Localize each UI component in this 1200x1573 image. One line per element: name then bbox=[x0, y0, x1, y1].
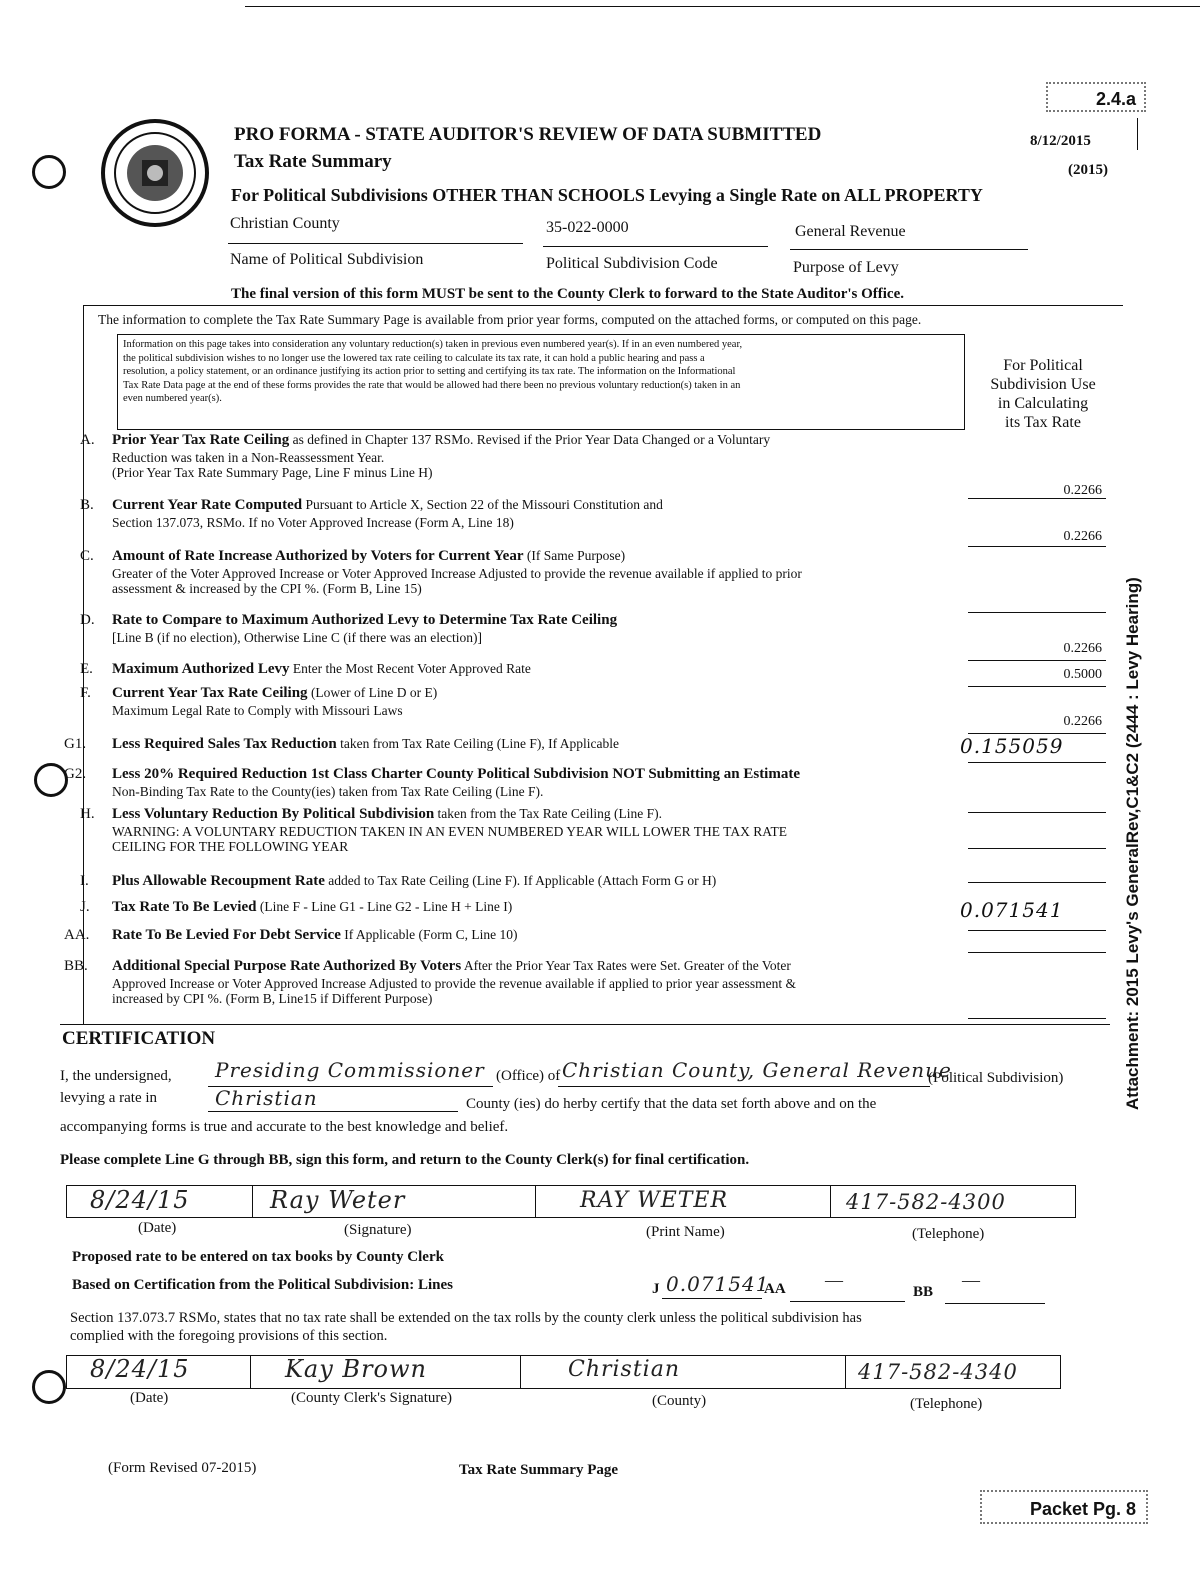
sig1-divider bbox=[830, 1185, 831, 1218]
row-value-underline bbox=[968, 1018, 1106, 1019]
form-year: (2015) bbox=[1068, 162, 1108, 178]
header-rule bbox=[83, 305, 1123, 306]
row-value-underline bbox=[968, 952, 1106, 953]
info-box-line: Information on this page takes into consideration any voluntary reduction(s) taken in previous even numbered year(s). If in an even numbered year, bbox=[123, 339, 743, 350]
row-code: J. bbox=[80, 899, 90, 915]
info-box bbox=[117, 334, 965, 430]
row-value: 0.5000 bbox=[1063, 667, 1102, 682]
line-bb-value: — bbox=[962, 1270, 980, 1290]
binder-ring-bottom bbox=[32, 1370, 66, 1404]
row-value-underline bbox=[968, 812, 1106, 813]
line-aa-underline bbox=[790, 1301, 905, 1302]
row-text: After the Prior Year Tax Rates were Set. Greater of the Voter bbox=[461, 958, 791, 973]
sig1-date-label: (Date) bbox=[138, 1220, 177, 1236]
row-detail-line: Approved Increase or Voter Approved Increase Adjusted to provide the revenue available if applied to prior year assessment & bbox=[112, 976, 797, 991]
row-title: Less 20% Required Reduction 1st Class Charter County Political Subdivision NOT Submitting an Estimate bbox=[112, 766, 801, 782]
row-title: Prior Year Tax Rate Ceiling bbox=[112, 432, 290, 448]
row-detail-line: WARNING: A VOLUNTARY REDUCTION TAKEN IN AN EVEN NUMBERED YEAR WILL LOWER THE TAX RATE bbox=[112, 824, 787, 839]
side-attachment-text: Attachment: 2015 Levy's GeneralRev,C1&C2 (2444 : Levy Hearing) bbox=[1123, 577, 1142, 1110]
subdivision-code-value: 35-022-0000 bbox=[546, 219, 629, 236]
info-line: The information to complete the Tax Rate Summary Page is available from prior year forms, computed on the attached forms, or computed on this page. bbox=[98, 312, 922, 327]
row-value-underline bbox=[968, 848, 1106, 849]
row-detail-line: Maximum Legal Rate to Comply with Missouri Laws bbox=[112, 703, 403, 718]
sig2-divider bbox=[520, 1355, 521, 1389]
sig1-date: 8/24/15 bbox=[90, 1186, 190, 1214]
cert-county-underline bbox=[208, 1111, 458, 1112]
row-text: taken from the Tax Rate Ceiling (Line F). bbox=[434, 806, 663, 821]
row-value-underline bbox=[968, 660, 1106, 661]
row-text: (Lower of Line D or E) bbox=[307, 685, 438, 700]
side-attachment bbox=[1123, 520, 1153, 1110]
info-box-line: resolution, a policy statement, or an ordinance justifying its action prior to setting and certifying its tax rate. The information on the Informational bbox=[123, 366, 736, 378]
sig2-divider bbox=[845, 1355, 846, 1389]
row-code: C. bbox=[80, 548, 94, 564]
cert-subdivision-underline bbox=[558, 1086, 930, 1087]
row-detail-line: (Prior Year Tax Rate Summary Page, Line F minus Line H) bbox=[112, 465, 433, 480]
row-title-line bbox=[112, 497, 663, 514]
row-detail-line: CEILING FOR THE FOLLOWING YEAR bbox=[112, 839, 349, 854]
row-title: Less Required Sales Tax Reduction bbox=[112, 736, 337, 752]
row-value-underline bbox=[968, 930, 1106, 931]
purpose-value: General Revenue bbox=[795, 223, 906, 240]
stamp-packet-page-text: Packet Pg. 8 bbox=[1029, 1499, 1136, 1519]
form-subtitle: Tax Rate Summary bbox=[234, 151, 392, 172]
row-value: 0.2266 bbox=[1063, 483, 1102, 498]
row-text: as defined in Chapter 137 RSMo. Revised if the Prior Year Data Changed or a Voluntary bbox=[289, 432, 771, 447]
sig2-date: 8/24/15 bbox=[90, 1355, 190, 1383]
certification-heading: CERTIFICATION bbox=[62, 1028, 216, 1049]
line-bb-label: BB bbox=[913, 1284, 934, 1300]
subdivision-name-label: Name of Political Subdivision bbox=[230, 251, 424, 268]
stamp-2-4-a bbox=[1046, 82, 1146, 112]
row-value-underline bbox=[968, 762, 1106, 763]
row-title: Amount of Rate Increase Authorized by Voters for Current Year bbox=[112, 548, 524, 564]
sig2-telephone: 417-582-4340 bbox=[858, 1360, 1018, 1384]
subdivision-code-label: Political Subdivision Code bbox=[546, 255, 718, 272]
cert-please-complete: Please complete Line G through BB, sign this form, and return to the County Clerk(s) for final certification. bbox=[60, 1152, 750, 1168]
sig1-print-name-label: (Print Name) bbox=[646, 1224, 725, 1240]
cert-undersigned: I, the undersigned, bbox=[60, 1068, 172, 1084]
top-border bbox=[245, 6, 1200, 7]
cert-office-of: (Office) of bbox=[496, 1068, 561, 1084]
row-value-underline bbox=[968, 882, 1106, 883]
row-text: taken from Tax Rate Ceiling (Line F), If Applicable bbox=[336, 736, 619, 751]
footer-form-revised: (Form Revised 07-2015) bbox=[108, 1460, 257, 1476]
row-title: Plus Allowable Recoupment Rate bbox=[112, 873, 325, 889]
sig1-signature: Ray Weter bbox=[270, 1186, 406, 1214]
row-title-line bbox=[112, 927, 517, 944]
row-title-line bbox=[112, 766, 800, 783]
row-code: AA. bbox=[64, 927, 90, 943]
row-detail-line: increased by CPI %. (Form B, Line15 if Different Purpose) bbox=[112, 991, 433, 1006]
proposed-rate: Proposed rate to be entered on tax books by County Clerk bbox=[72, 1249, 444, 1265]
right-frame-line bbox=[1137, 118, 1138, 150]
form-title: PRO FORMA - STATE AUDITOR'S REVIEW OF DATA SUBMITTED bbox=[234, 124, 822, 145]
row-value: 0.2266 bbox=[1063, 714, 1102, 729]
final-notice: The final version of this form MUST be sent to the County Clerk to forward to the State Auditor's Office. bbox=[231, 286, 905, 302]
row-title: Tax Rate To Be Levied bbox=[112, 899, 257, 915]
purpose-label: Purpose of Levy bbox=[793, 259, 899, 276]
cert-levying: levying a rate in bbox=[60, 1090, 158, 1106]
statute-text-2: complied with the foregoing provisions of this section. bbox=[70, 1328, 388, 1344]
column-header-line: Subdivision Use bbox=[990, 376, 1096, 393]
info-box-line: the political subdivision wishes to no longer use the lowered tax rate ceiling to calculate its tax rate, it can hold a public hearing and pass a bbox=[123, 352, 705, 364]
row-title-line bbox=[112, 548, 625, 565]
sig1-telephone-label: (Telephone) bbox=[912, 1226, 985, 1242]
row-text: Enter the Most Recent Voter Approved Rate bbox=[289, 661, 531, 676]
sig2-telephone-label: (Telephone) bbox=[910, 1396, 983, 1412]
sig2-county-label: (County) bbox=[652, 1393, 707, 1409]
row-code: G2. bbox=[64, 766, 87, 782]
line-j-label: J bbox=[652, 1281, 660, 1297]
column-header-line: For Political bbox=[1003, 357, 1083, 374]
row-title-line bbox=[112, 432, 770, 449]
based-on-certification: Based on Certification from the Political Subdivision: Lines bbox=[72, 1277, 453, 1293]
column-header bbox=[978, 356, 1108, 432]
certification-rule bbox=[60, 1024, 1110, 1025]
row-value-underline bbox=[968, 546, 1106, 547]
row-value-underline bbox=[968, 612, 1106, 613]
row-code: I. bbox=[80, 873, 89, 889]
sig1-telephone: 417-582-4300 bbox=[846, 1190, 1006, 1214]
row-detail-line: assessment & increased by the CPI %. (Form B, Line 15) bbox=[112, 581, 422, 596]
sig2-divider bbox=[250, 1355, 251, 1389]
row-value: 0.155059 bbox=[960, 734, 1064, 758]
row-title-line bbox=[112, 661, 531, 678]
row-text: Pursuant to Article X, Section 22 of the Missouri Constitution and bbox=[302, 497, 663, 512]
row-code: A. bbox=[80, 432, 95, 448]
row-text: (If Same Purpose) bbox=[523, 548, 626, 563]
cert-political-subdivision: (Political Subdivision) bbox=[928, 1070, 1064, 1086]
info-box-line: Tax Rate Data page at the end of these forms provides the rate that would be allowed had there been no previous voluntary reduction(s) taken in an bbox=[123, 379, 741, 391]
binder-ring-top bbox=[32, 155, 66, 189]
cert-accompanying: accompanying forms is true and accurate to the best knowledge and belief. bbox=[60, 1119, 509, 1135]
line-j-underline bbox=[662, 1298, 762, 1299]
row-text: added to Tax Rate Ceiling (Line F). If Applicable (Attach Form G or H) bbox=[324, 873, 717, 888]
row-value: 0.2266 bbox=[1063, 641, 1102, 656]
form-date: 8/12/2015 bbox=[1030, 133, 1091, 149]
row-title: Less Voluntary Reduction By Political Subdivision bbox=[112, 806, 435, 822]
row-title: Rate to Compare to Maximum Authorized Levy to Determine Tax Rate Ceiling bbox=[112, 612, 618, 628]
binder-ring-middle bbox=[34, 763, 68, 797]
row-title-line bbox=[112, 899, 512, 916]
line-aa-label: AA bbox=[764, 1281, 786, 1297]
row-title-line bbox=[112, 685, 437, 702]
row-code: H. bbox=[80, 806, 95, 822]
code-underline bbox=[543, 246, 768, 247]
statute-text: Section 137.073.7 RSMo, states that no tax rate shall be extended on the tax rolls by the county clerk unless the political subdivision has bbox=[70, 1310, 862, 1326]
row-title: Current Year Tax Rate Ceiling bbox=[112, 685, 308, 701]
row-code: G1. bbox=[64, 736, 87, 752]
line-j-value: 0.071541 bbox=[666, 1272, 770, 1296]
row-code: B. bbox=[80, 497, 94, 513]
row-text: (Line F - Line G1 - Line G2 - Line H + Line I) bbox=[256, 899, 513, 914]
row-title-line bbox=[112, 806, 662, 823]
row-title: Current Year Rate Computed bbox=[112, 497, 303, 513]
form-scope: For Political Subdivisions OTHER THAN SCHOOLS Levying a Single Rate on ALL PROPERTY bbox=[231, 185, 983, 205]
row-title: Maximum Authorized Levy bbox=[112, 661, 290, 677]
sig2-county: Christian bbox=[568, 1357, 681, 1382]
subdivision-name-value: Christian County bbox=[230, 215, 340, 232]
row-detail-line: [Line B (if no election), Otherwise Line C (if there was an election)] bbox=[112, 630, 482, 645]
cert-subdivision-handwritten: Christian County, General Revenue bbox=[562, 1058, 952, 1082]
name-underline bbox=[228, 243, 523, 244]
row-value: 0.2266 bbox=[1063, 529, 1102, 544]
sig1-print-name: RAY WETER bbox=[580, 1188, 729, 1213]
cert-county-text: County (ies) do herby certify that the data set forth above and on the bbox=[466, 1096, 877, 1112]
cert-office-handwritten: Presiding Commissioner bbox=[215, 1058, 485, 1082]
row-title-line bbox=[112, 873, 716, 890]
row-title: Additional Special Purpose Rate Authorized By Voters bbox=[112, 958, 462, 974]
row-detail-line: Section 137.073, RSMo. If no Voter Approved Increase (Form A, Line 18) bbox=[112, 515, 514, 530]
row-text: If Applicable (Form C, Line 10) bbox=[340, 927, 518, 942]
row-value-underline bbox=[968, 686, 1106, 687]
info-box-line: even numbered year(s). bbox=[123, 393, 222, 405]
sig2-signature: Kay Brown bbox=[285, 1355, 427, 1383]
sig1-divider bbox=[252, 1185, 253, 1218]
row-value: 0.071541 bbox=[960, 898, 1064, 922]
column-header-line: its Tax Rate bbox=[1005, 414, 1081, 431]
purpose-underline bbox=[790, 249, 1028, 250]
footer-page-name: Tax Rate Summary Page bbox=[459, 1462, 619, 1478]
column-header-line: in Calculating bbox=[997, 395, 1089, 412]
row-detail-line: Greater of the Voter Approved Increase or Voter Approved Increase Adjusted to provide the revenue available if applied to prior bbox=[112, 566, 802, 581]
stamp-packet-page bbox=[980, 1490, 1148, 1524]
row-code: BB. bbox=[64, 958, 88, 974]
sig2-signature-label: (County Clerk's Signature) bbox=[291, 1390, 453, 1406]
row-detail-line: Non-Binding Tax Rate to the County(ies) taken from Tax Rate Ceiling (Line F). bbox=[112, 784, 544, 799]
line-bb-underline bbox=[945, 1303, 1045, 1304]
row-detail-line: Reduction was taken in a Non-Reassessment Year. bbox=[112, 450, 385, 465]
sig2-date-label: (Date) bbox=[130, 1390, 169, 1406]
row-code: D. bbox=[80, 612, 95, 628]
sig1-divider bbox=[535, 1185, 536, 1218]
row-title-line bbox=[112, 958, 791, 975]
row-code: F. bbox=[80, 685, 91, 701]
stamp-2-4-a-text: 2.4.a bbox=[1095, 89, 1136, 109]
row-title-line bbox=[112, 736, 619, 753]
row-title-line bbox=[112, 612, 617, 629]
seal-icon bbox=[100, 118, 210, 228]
seal bbox=[100, 118, 210, 228]
sig1-signature-label: (Signature) bbox=[344, 1222, 412, 1238]
line-aa-value: — bbox=[825, 1270, 843, 1290]
row-code: E. bbox=[80, 661, 93, 677]
cert-county-handwritten: Christian bbox=[215, 1086, 318, 1110]
row-title: Rate To Be Levied For Debt Service bbox=[112, 927, 341, 943]
